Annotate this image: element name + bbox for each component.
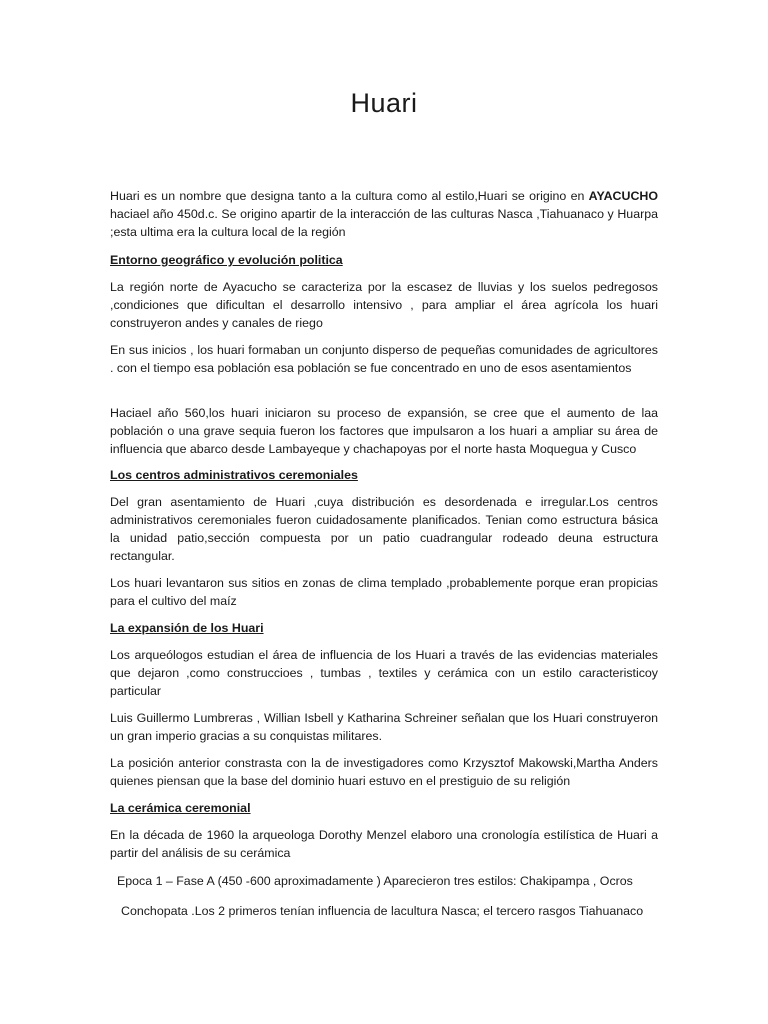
expansion-paragraph-3: La posición anterior constrasta con la de investigadores como Krzysztof Makowski,Martha Anders quienes piensan que la base del dominio huari estuvo en el prestiguio de su religión: [110, 756, 658, 788]
entorno-paragraph-3: Haciael año 560,los huari iniciaron su proceso de expansión, se cree que el aumento de laa población o una grave sequia fueron los factores que impulsaron a los huari a ampliar su área de influencia que abarco desde Lambayeque y chachapoyas por el norte hasta Moquegua y Cusco: [110, 406, 658, 456]
heading-entorno: Entorno geográfico y evolución politica: [110, 253, 343, 267]
ceramica-paragraph-1: En la década de 1960 la arqueologa Dorothy Menzel elaboro una cronología estilística de Huari a partir del análisis de su cerámica: [110, 828, 658, 860]
entorno-paragraph-2: En sus inicios , los huari formaban un conjunto disperso de pequeñas comunidades de agricultores . con el tiempo esa población esa población se fue concentrado en uno de esos asentamientos: [110, 343, 658, 375]
intro-text-1: Huari es un nombre que designa tanto a la cultura como al estilo,Huari se origino en: [110, 189, 589, 203]
entorno-paragraph-1: La región norte de Ayacucho se caracteriza por la escasez de lluvias y los suelos pedregosos ,condiciones que dificultan el desarrollo intensivo , para ampliar el área agrícola los huari construyeron andes y canales de riego: [110, 280, 658, 330]
intro-paragraph: [110, 187, 658, 241]
intro-bold-ayacucho: AYACUCHO: [588, 189, 658, 203]
expansion-paragraph-1: Los arqueólogos estudian el área de influencia de los Huari a través de las evidencias materiales que dejaron ,como construccioes , tumbas , textiles y cerámica con un estilo caracteristicoy particular: [110, 648, 658, 698]
expansion-paragraph-2: Luis Guillermo Lumbreras , Willian Isbell y Katharina Schreiner señalan que los Huari construyeron un gran imperio gracias a su conquistas militares.: [110, 711, 658, 743]
heading-ceramica: La cerámica ceremonial: [110, 801, 251, 815]
centros-paragraph-2: Los huari levantaron sus sitios en zonas de clima templado ,probablemente porque eran propicias para el cultivo del maíz: [110, 576, 658, 608]
document-title: Huari: [350, 88, 418, 118]
ceramica-epoca-line-1: Epoca 1 – Fase A (450 -600 aproximadamente ) Aparecieron tres estilos: Chakipampa , Ocros: [117, 874, 633, 888]
centros-paragraph-1: Del gran asentamiento de Huari ,cuya distribución es desordenada e irregular.Los centros administrativos ceremoniales fueron cuidadosamente planificados. Tenian como estructura básica la unidad patio,sección compuesta por un patio cuadrangular rodeado deuna estructura rectangular.: [110, 495, 658, 563]
ceramica-epoca-line-2: Conchopata .Los 2 primeros tenían influencia de lacultura Nasca; el tercero rasgos Tiahuanaco: [121, 904, 644, 918]
heading-centros: Los centros administrativos ceremoniales: [110, 468, 358, 482]
intro-text-2: haciael año 450d.c. Se origino apartir de la interacción de las culturas Nasca ,Tiahuanaco y Huarpa ;esta ultima era la cultura local de la región: [110, 207, 658, 239]
heading-expansion: La expansión de los Huari: [110, 621, 264, 635]
